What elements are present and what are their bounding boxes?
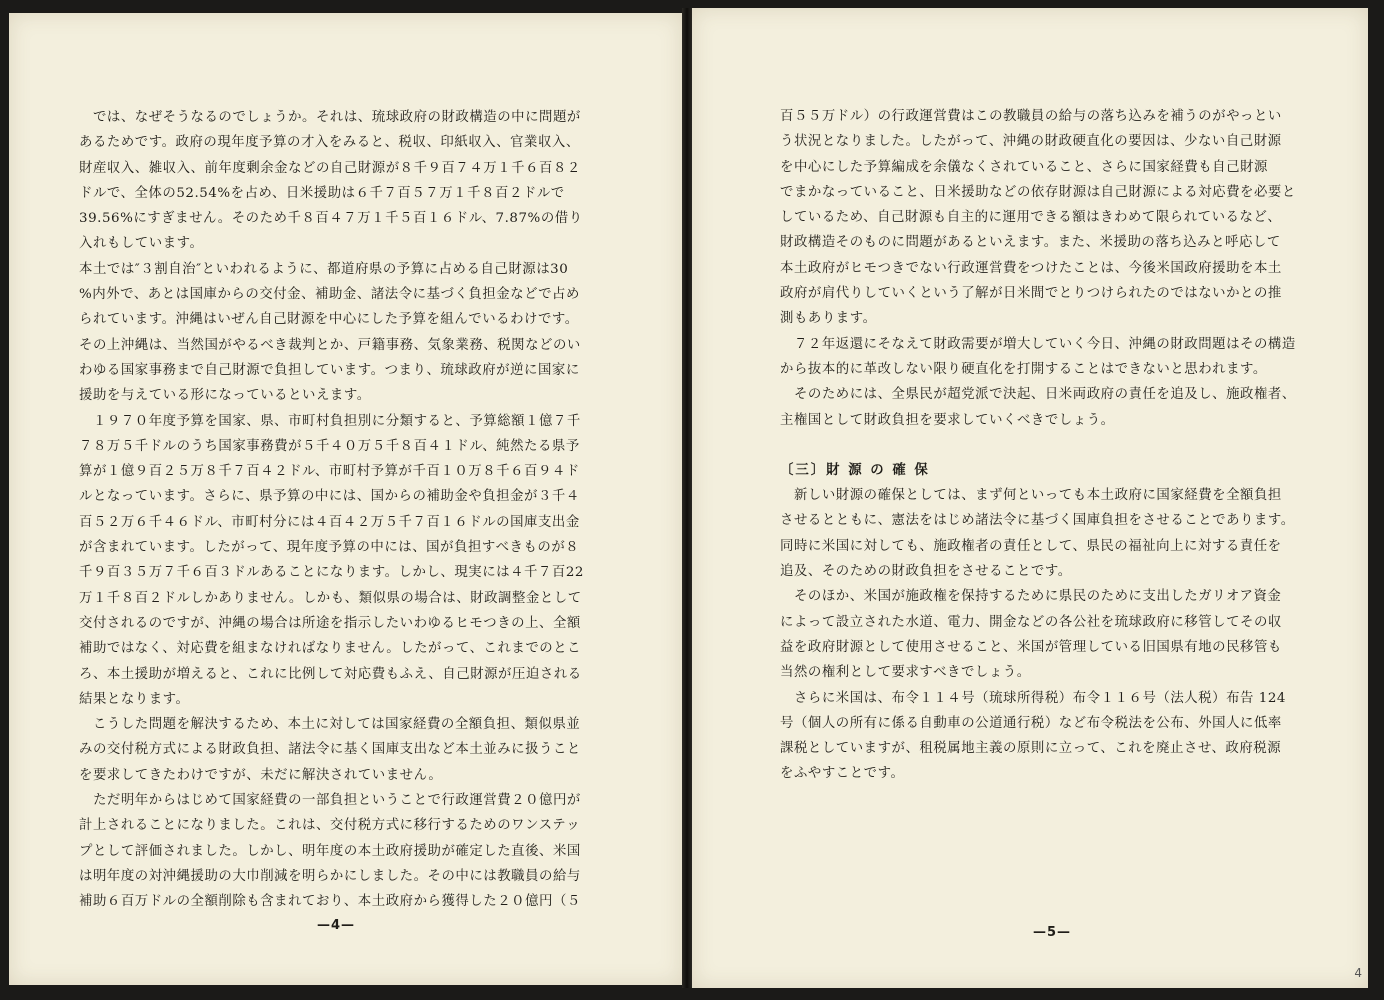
text-line: 政府が肩代りしていくという了解が日米間でとりつけられたのではないかとの推 <box>780 286 1282 302</box>
text-line: プとして評価されました。しかし、明年度の本土政府援助が確定した直後、米国 <box>79 843 581 859</box>
text-line: をふやすことです。 <box>780 766 905 782</box>
text-line: 主権国として財政負担を要求していくべきでしょう。 <box>780 412 1115 428</box>
text-line: が含まれています。したがって、現年度予算の中には、国が負担すべきものが８ <box>79 540 580 556</box>
text-line: ただ明年からはじめて国家経費の一部負担ということで行政運営費２０億円が <box>79 793 581 809</box>
text-line: から抜本的に革改しない限り硬直化を打開することはできないと思われます。 <box>780 361 1267 377</box>
spacer <box>780 433 1345 458</box>
text-line: 39.56%にすぎません。そのため千８百４７万１千５百１６ドル、7.87%の借り <box>79 211 583 227</box>
text-line: 百５２万６千４６ドル、市町村分には４百４２万５千７百１６ドルの国庫支出金 <box>79 514 580 530</box>
text-line: 補助６百万ドルの全額削除も含まれており、本土政府から獲得した２０億円（５ <box>79 894 581 910</box>
text-line: １９７０年度予算を国家、県、市町村負担別に分類すると、予算総額１億７千 <box>79 413 581 429</box>
text-line: 号（個人の所有に係る自動車の公道通行税）など布令税法を公布、外国人に低率 <box>780 715 1282 731</box>
text-line: 算が１億９百２５万８千７百４２ドル、市町村予算が千百１０万８千６百９４ド <box>79 464 580 480</box>
text-line: させるとともに、憲法をはじめ諸法令に基づく国庫負担をさせることであります。 <box>780 513 1295 529</box>
text-line: 益を政府財源として使用させること、米国が管理している旧国県有地の民移管も <box>780 639 1282 655</box>
text-line: 財政構造そのものに問題があるといえます。また、米援助の落ち込みと呼応して <box>780 235 1281 251</box>
text-line: によって設立された水道、電力、開金などの各公社を琉球政府に移管してその収 <box>780 614 1282 630</box>
text-line: られています。沖縄はいぜん自己財源を中心にした予算を組んでいるわけです。 <box>79 312 579 328</box>
text-line: ろ、本土援助が増えると、これに比例して対応費もふえ、自己財源が圧迫される <box>79 666 582 682</box>
text-line: 百５５万ドル）の行政運営費はこの教職員の給与の落ち込みを補うのがやっとい <box>780 109 1282 124</box>
text-line: 測もあります。 <box>780 311 877 327</box>
text-line: は明年度の対沖縄援助の大巾削減を明らかにしました。その中には教職員の給与 <box>79 868 581 884</box>
text-line: を要求してきたわけですが、未だに解決されていません。 <box>79 767 443 783</box>
text-line: そのためには、全県民が超党派で決起、日米両政府の責任を追及し、施政権者、 <box>780 387 1296 403</box>
text-line: 当然の権利として要求すべきでしょう。 <box>780 665 1031 681</box>
section-heading: 〔三〕財 源 の 確 保 <box>780 461 930 478</box>
text-line: わゆる国家事務まで自己財源で負担しています。つまり、琉球政府が逆に国家に <box>79 362 580 378</box>
text-line: 結果となります。 <box>79 691 190 707</box>
text-line: さらに米国は、布令１１４号（琉球所得税）布令１１６号（法人税）布告 124 <box>780 690 1286 706</box>
right-page-body <box>780 104 1345 787</box>
text-line: を中心にした予算編成を余儀なくされていること、さらに国家経費も自己財源 <box>780 159 1268 175</box>
right-page-body-after-heading <box>780 483 1345 787</box>
text-line: 財産収入、雑収入、前年度剰余金などの自己財源が８千９百７４万１千６百８２ <box>79 160 581 176</box>
text-line: 本土では″３割自治″といわれるように、都道府県の予算に占める自己財源は30 <box>79 261 569 277</box>
corner-mark: 4 <box>1354 966 1362 980</box>
text-line: ７８万５千ドルのうち国家事務費が５千４０万５千８百４１ドル、純然たる県予 <box>79 438 580 454</box>
text-line: 万１千８百２ドルしかありません。しかも、類似県の場合は、財政調整金として <box>79 590 582 606</box>
text-line: 同時に米国に対しても、施政権者の責任として、県民の福祉向上に対する責任を <box>780 538 1282 554</box>
book-spine <box>682 8 692 988</box>
left-page-body <box>79 105 639 915</box>
text-line: 追及、そのための財政負担をさせることです。 <box>780 564 1072 580</box>
text-line: 本土政府がヒモつきでない行政運営費をつけたことは、今後米国政府援助を本土 <box>780 260 1282 276</box>
right-page-number: —5— <box>1033 925 1072 940</box>
right-page <box>692 8 1368 988</box>
text-line: あるためです。政府の現年度予算の才入をみると、税収、印紙収入、官業収入、 <box>79 135 580 151</box>
left-page <box>9 13 682 985</box>
text-line: 援助を与えている形になっているといえます。 <box>79 388 371 404</box>
text-line: ７２年返還にそなえて財政需要が増大していく今日、沖縄の財政問題はその構造 <box>780 336 1296 352</box>
text-line: みの交付税方式による財政負担、諸法令に基く国庫支出など本土並みに扱うこと <box>79 742 581 758</box>
text-line: 計上されることになりました。これは、交付税方式に移行するためのワンステッ <box>79 818 581 834</box>
text-line: 千９百３５万７千６百３ドルあることになります。しかし、現実には４千７百22 <box>79 565 584 581</box>
text-line: %内外で、あとは国庫からの交付金、補助金、諸法令に基づく負担金などで占め <box>79 287 580 303</box>
text-line: でまかなっていること、日米援助などの依存財源は自己財源による対応費を必要と <box>780 184 1296 200</box>
text-line: ルとなっています。さらに、県予算の中には、国からの補助金や負担金が３千４ <box>79 489 580 505</box>
left-page-number: —4— <box>317 918 356 933</box>
text-line: その上沖縄は、当然国がやるべき裁判とか、戸籍事務、気象業務、税関などのい <box>79 337 581 353</box>
text-line: 入れもしています。 <box>79 236 204 252</box>
text-line: う状況となりました。したがって、沖縄の財政硬直化の要因は、少ない自己財源 <box>780 134 1282 150</box>
text-line: ドルで、全体の52.54%を占め、日米援助は６千７百５７万１千８百２ドルで <box>79 185 565 201</box>
text-line: では、なぜそうなるのでしょうか。それは、琉球政府の財政構造の中に問題が <box>79 110 581 125</box>
text-line: 新しい財源の確保としては、まず何といっても本土政府に国家経費を全額負担 <box>780 488 1282 504</box>
text-line: 課税としていますが、租税属地主義の原則に立って、これを廃止させ、政府税源 <box>780 741 1282 757</box>
text-line: そのほか、米国が施政権を保持するために県民のために支出したガリオア資金 <box>780 589 1282 605</box>
text-line: しているため、自己財源も自主的に運用できる額はきわめて限られているなど、 <box>780 210 1282 226</box>
text-line: 補助ではなく、対応費を組まなければなりません。したがって、これまでのとこ <box>79 641 582 657</box>
right-page-body-before-heading <box>780 104 1345 433</box>
text-line: こうした問題を解決するため、本土に対しては国家経費の全額負担、類似県並 <box>79 717 581 733</box>
text-line: 交付されるのですが、沖縄の場合は所途を指示したいわゆるヒモつきの上、全額 <box>79 615 581 631</box>
